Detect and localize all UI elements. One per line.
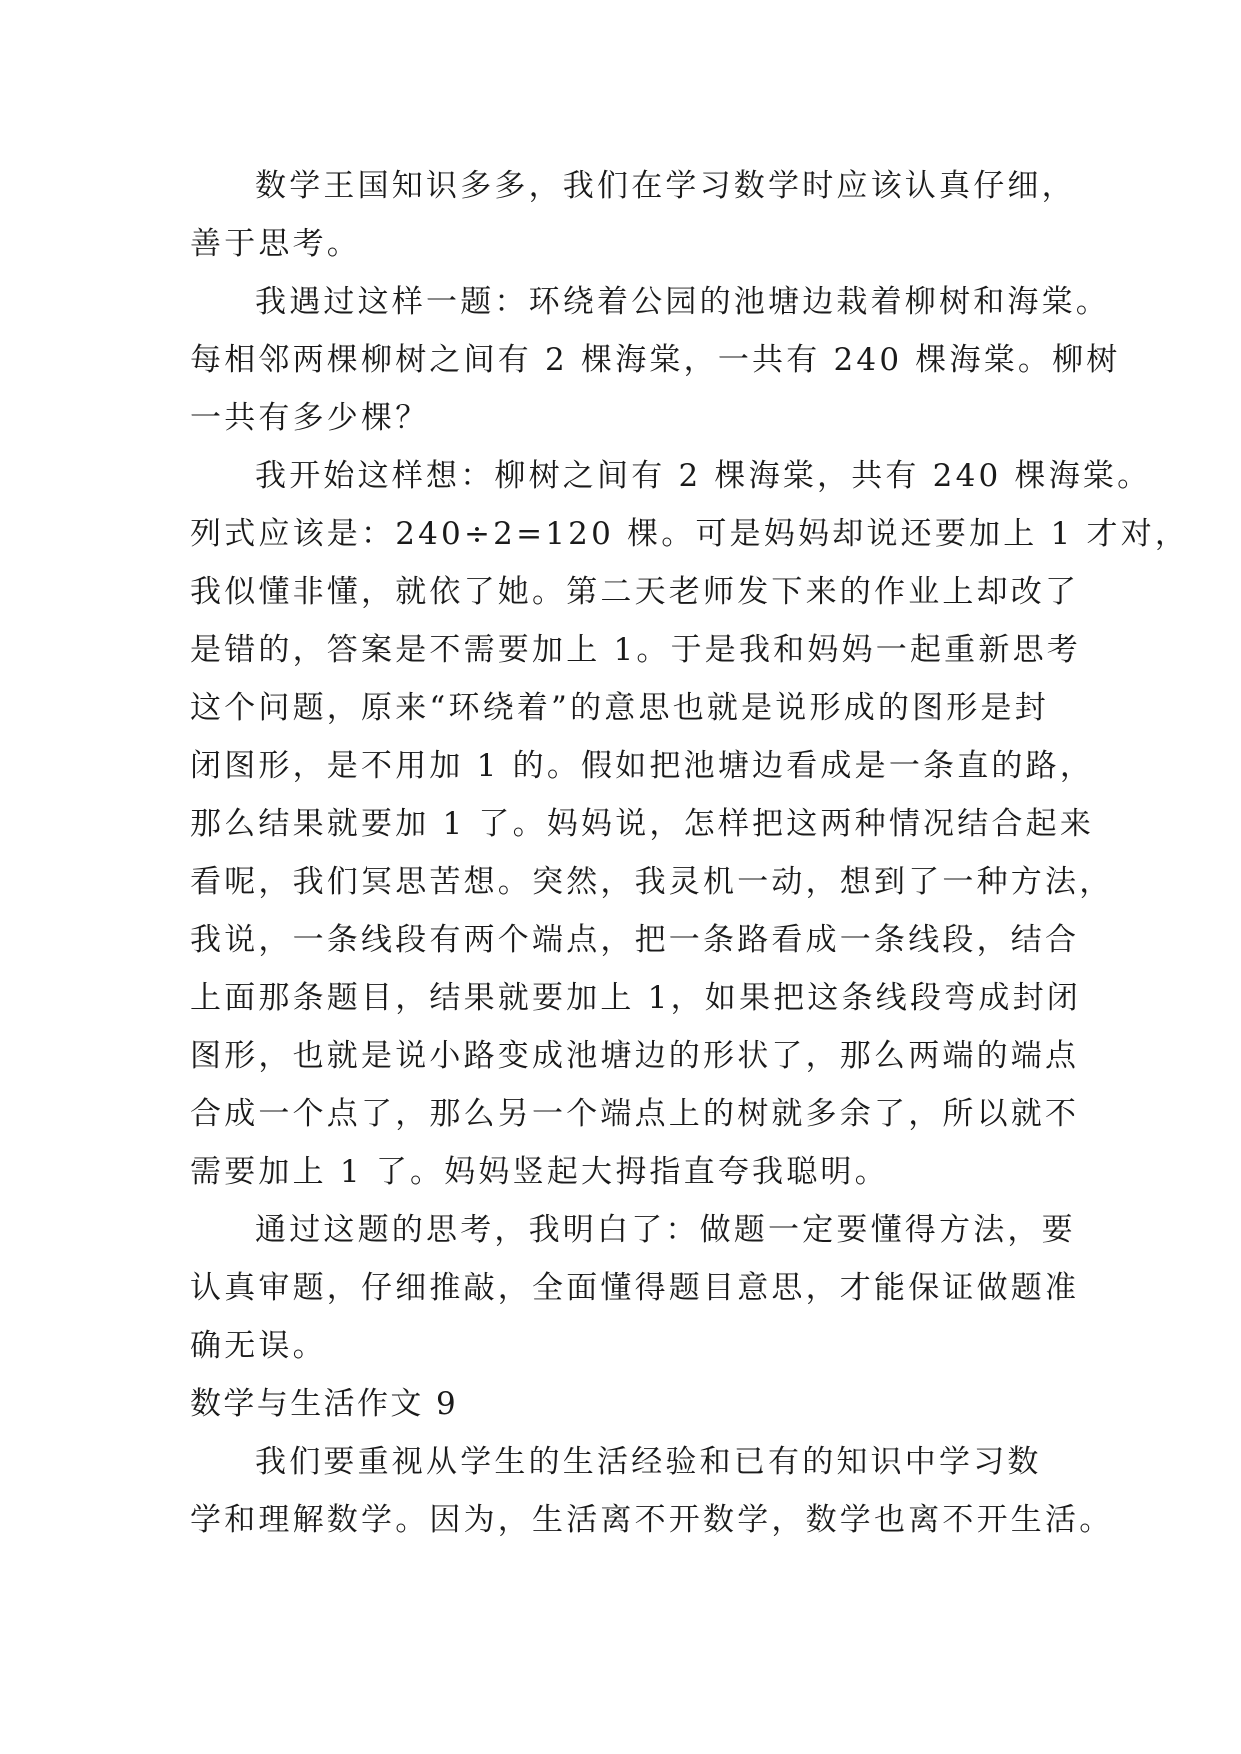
- paragraph-3-line-5: 这个问题，原来“环绕着”的意思也就是说形成的图形是封: [190, 690, 1049, 726]
- paragraph-1-line-1: 数学王国知识多多，我们在学习数学时应该认真仔细，: [255, 168, 1076, 204]
- paragraph-4-line-2: 认真审题，仔细推敲，全面懂得题目意思，才能保证做题准: [190, 1270, 1080, 1306]
- paragraph-3-line-8: 看呢，我们冥思苦想。突然，我灵机一动，想到了一种方法，: [190, 864, 1114, 900]
- paragraph-3-line-11: 图形，也就是说小路变成池塘边的形状了，那么两端的端点: [190, 1038, 1080, 1074]
- paragraph-2-line-3: 一共有多少棵？: [190, 400, 430, 436]
- paragraph-1-line-2: 善于思考。: [190, 226, 361, 262]
- closing-paragraph-line-2: 学和理解数学。因为，生活离不开数学，数学也离不开生活。: [190, 1502, 1114, 1538]
- paragraph-3-line-7: 那么结果就要加 1 了。妈妈说，怎样把这两种情况结合起来: [190, 806, 1095, 842]
- paragraph-3-line-13: 需要加上 1 了。妈妈竖起大拇指直夸我聪明。: [190, 1154, 889, 1190]
- paragraph-2-line-1: 我遇过这样一题：环绕着公园的池塘边栽着柳树和海棠。: [255, 284, 1110, 320]
- paragraph-3-line-10: 上面那条题目，结果就要加上 1，如果把这条线段弯成封闭: [190, 980, 1081, 1016]
- paragraph-4-line-3: 确无误。: [190, 1328, 327, 1364]
- paragraph-4-line-1: 通过这题的思考，我明白了：做题一定要懂得方法，要: [255, 1212, 1076, 1248]
- paragraph-3-line-6: 闭图形，是不用加 1 的。假如把池塘边看成是一条直的路，: [190, 748, 1095, 784]
- closing-paragraph-line-1: 我们要重视从学生的生活经验和已有的知识中学习数: [255, 1444, 1042, 1480]
- paragraph-3-line-9: 我说，一条线段有两个端点，把一条路看成一条线段，结合: [190, 922, 1080, 958]
- paragraph-2-line-2: 每相邻两棵柳树之间有 2 棵海棠，一共有 240 棵海棠。柳树: [190, 342, 1121, 378]
- section-heading: 数学与生活作文 9: [190, 1386, 459, 1422]
- paragraph-3-line-12: 合成一个点了，那么另一个端点上的树就多余了，所以就不: [190, 1096, 1080, 1132]
- paragraph-3-line-4: 是错的，答案是不需要加上 1。于是我和妈妈一起重新思考: [190, 632, 1081, 668]
- paragraph-3-line-3: 我似懂非懂，就依了她。第二天老师发下来的作业上却改了: [190, 574, 1080, 610]
- paragraph-3-line-1: 我开始这样想：柳树之间有 2 棵海棠，共有 240 棵海棠。: [255, 458, 1152, 494]
- paragraph-3-line-2: 列式应该是：240÷2=120 棵。可是妈妈却说还要加上 1 才对，: [190, 516, 1190, 552]
